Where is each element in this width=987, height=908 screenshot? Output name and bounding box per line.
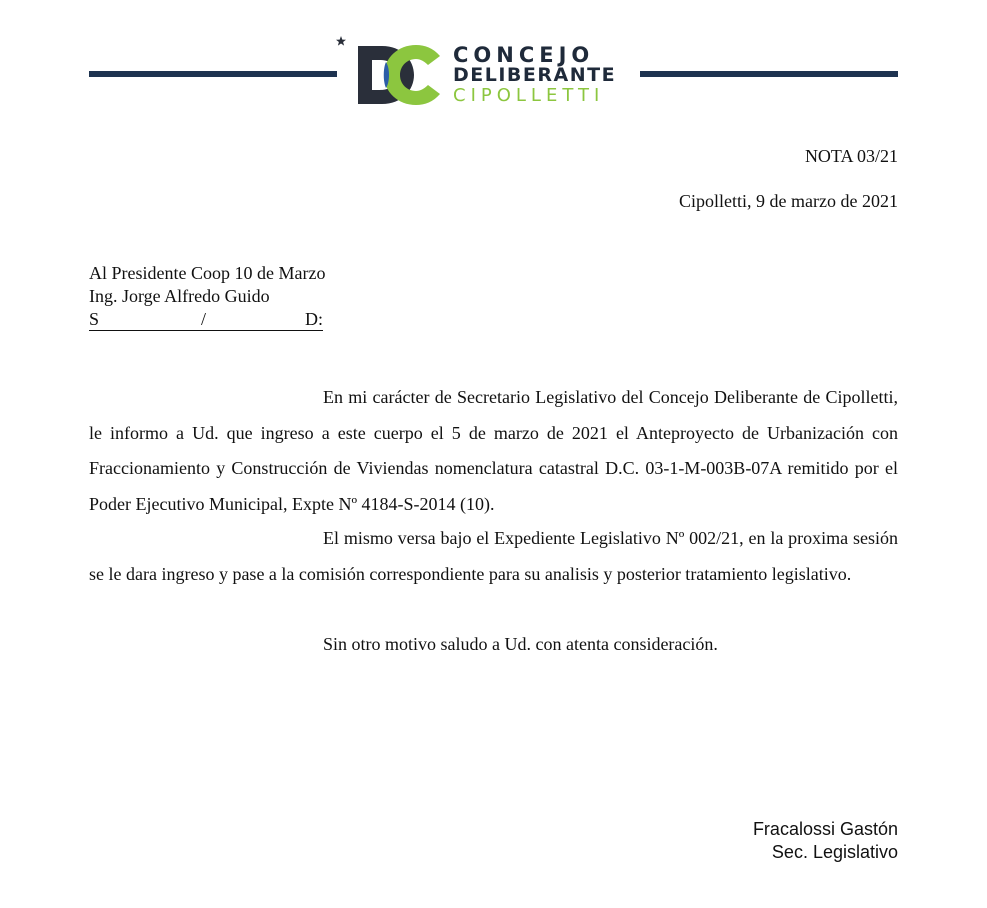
header-rule-right [640,71,898,77]
signature-name: Fracalossi Gastón [752,819,898,839]
body-paragraph-1: En mi carácter de Secretario Legislativo del Concejo Deliberante de Cipolletti, le informo a Ud. que ingreso a este cuerpo el 5 de marzo de 2021 el Anteproyecto de Urbanización con Fraccionamiento y Construcción de Viviendas nomenclatura catastral D.C. 03-1-M-003B-07A remitido por el Poder Ejecutivo Municipal, Expte Nº 4184-S-2014 (10). [89,387,898,514]
logo-title-concejo: CONCEJO [453,43,595,67]
signature-title: Sec. Legislativo [771,842,898,862]
recipient-line-2: Ing. Jorge Alfredo Guido [89,286,270,306]
concejo-dc-logo-icon [336,30,446,110]
note-number: NOTA 03/21 [804,146,898,166]
logo-title-deliberante: DELIBERANTE [453,64,617,86]
sd-d: D: [305,309,323,329]
sd-s: S [89,309,100,329]
logo-title-cipolletti: CIPOLLETTI [453,85,605,106]
recipient-line-1: Al Presidente Coop 10 de Marzo [89,263,326,283]
salutation-sd-line [89,308,323,331]
body-paragraph-3: Sin otro motivo saludo a Ud. con atenta consideración. [323,634,718,654]
body-paragraph-2: El mismo versa bajo el Expediente Legislativo Nº 002/21, en la proxima sesión se le dara ingreso y pase a la comisión correspondiente para su analisis y posterior tratamiento legislativo. [89,528,898,584]
header-rule-left [89,71,337,77]
place-date: Cipolletti, 9 de marzo de 2021 [679,191,898,211]
sd-slash: / [201,309,207,329]
